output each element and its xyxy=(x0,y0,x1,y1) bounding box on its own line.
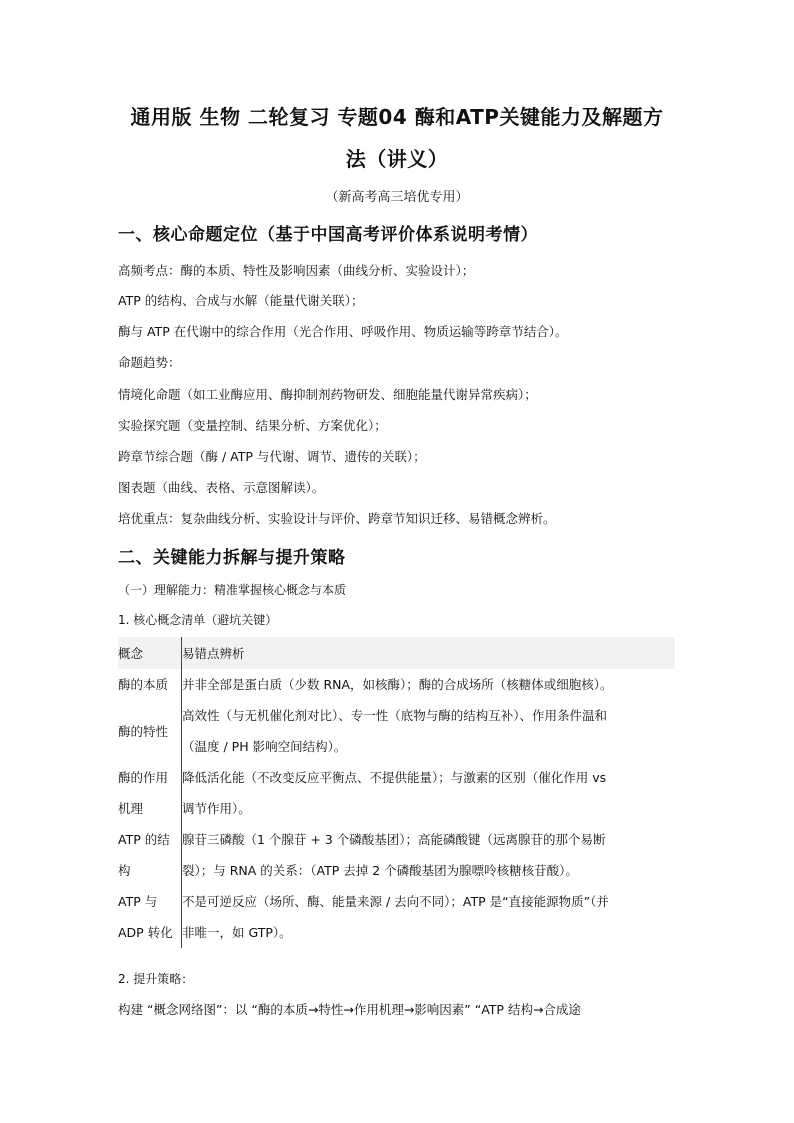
list-item-heading: 2. 提升策略： xyxy=(118,972,194,986)
concept-cell: 酶的作用 机理 xyxy=(118,762,182,824)
concept-cell: 酶的特性 xyxy=(118,700,182,762)
section-1-line: 跨章节综合题（酶 / ATP 与代谢、调节、遗传的关联）； xyxy=(118,449,426,464)
concept-cell: 酶的本质 xyxy=(118,669,182,700)
concept-cell: ATP 的结 构 xyxy=(118,824,182,886)
table-row xyxy=(118,669,675,700)
document-title-line-1: 通用版 生物 二轮复习 专题04 酶和ATP关键能力及解题方 xyxy=(130,105,664,129)
table-row xyxy=(118,824,675,886)
section-1-line: ATP 的结构、合成与水解（能量代谢关联）； xyxy=(118,293,364,308)
section-1-line: 高频考点：酶的本质、特性及影响因素（曲线分析、实验设计）； xyxy=(118,263,475,278)
table-header-cell: 概念 xyxy=(118,637,182,669)
concept-cell: ATP 与 ADP 转化 xyxy=(118,886,182,948)
section-2-heading: 二、关键能力拆解与提升策略 xyxy=(118,548,346,568)
table-row xyxy=(118,762,675,824)
detail-cell: 腺苷三磷酸（1 个腺苷 + 3 个磷酸基团）；高能磷酸键（远离腺苷的那个易断 裂）；与 RNA 的关系：（ATP 去掉 2 个磷酸基团为腺嘌呤核糖核苷酸）。 xyxy=(182,832,606,878)
section-1-line: 培优重点：复杂曲线分析、实验设计与评价、跨章节知识迁移、易错概念辨析。 xyxy=(118,511,556,526)
list-item-heading: 1. 核心概念清单（避坑关键） xyxy=(118,613,278,627)
document-subtitle: （新高考高三培优专用） xyxy=(325,190,469,205)
detail-cell: 不是可逆反应（场所、酶、能量来源 / 去向不同）；ATP 是“直接能源物质”（并 非唯一，如 GTP）。 xyxy=(182,894,609,940)
subsection-heading: （一）理解能力：精准掌握核心概念与本质 xyxy=(118,583,347,597)
table-row xyxy=(118,700,675,762)
section-1-line: 情境化命题（如工业酶应用、酶抑制剂药物研发、细胞能量代谢异常疾病）； xyxy=(118,387,537,402)
section-1-line: 酶与 ATP 在代谢中的综合作用（光合作用、呼吸作用、物质运输等跨章节结合）。 xyxy=(118,324,568,339)
table-header-row xyxy=(118,637,675,669)
detail-cell: 高效性（与无机催化剂对比）、专一性（底物与酶的结构互补）、作用条件温和 （温度 / PH 影响空间结构）。 xyxy=(182,708,608,754)
section-1-line: 图表题（曲线、表格、示意图解读）。 xyxy=(118,480,325,495)
section-1-line: 实验探究题（变量控制、结果分析、方案优化）； xyxy=(118,418,387,433)
document-title-line-2: 法（讲义） xyxy=(345,147,449,171)
section-1-line: 命题趋势： xyxy=(118,355,181,370)
detail-cell: 并非全部是蛋白质（少数 RNA，如核酶）；酶的合成场所（核糖体或细胞核）。 xyxy=(182,677,613,692)
table-header-cell: 易错点辨析 xyxy=(182,637,676,669)
strategy-line: 构建 “概念网络图”：以 “酶的本质→特性→作用机理→影响因素” “ATP 结构→合成途 xyxy=(118,1002,581,1017)
section-1-heading: 一、核心命题定位（基于中国高考评价体系说明考情） xyxy=(118,225,538,245)
detail-cell: 降低活化能（不改变反应平衡点、不提供能量）；与激素的区别（催化作用 vs 调节作用）。 xyxy=(182,770,607,816)
concept-table xyxy=(118,637,675,948)
table-row xyxy=(118,886,675,948)
